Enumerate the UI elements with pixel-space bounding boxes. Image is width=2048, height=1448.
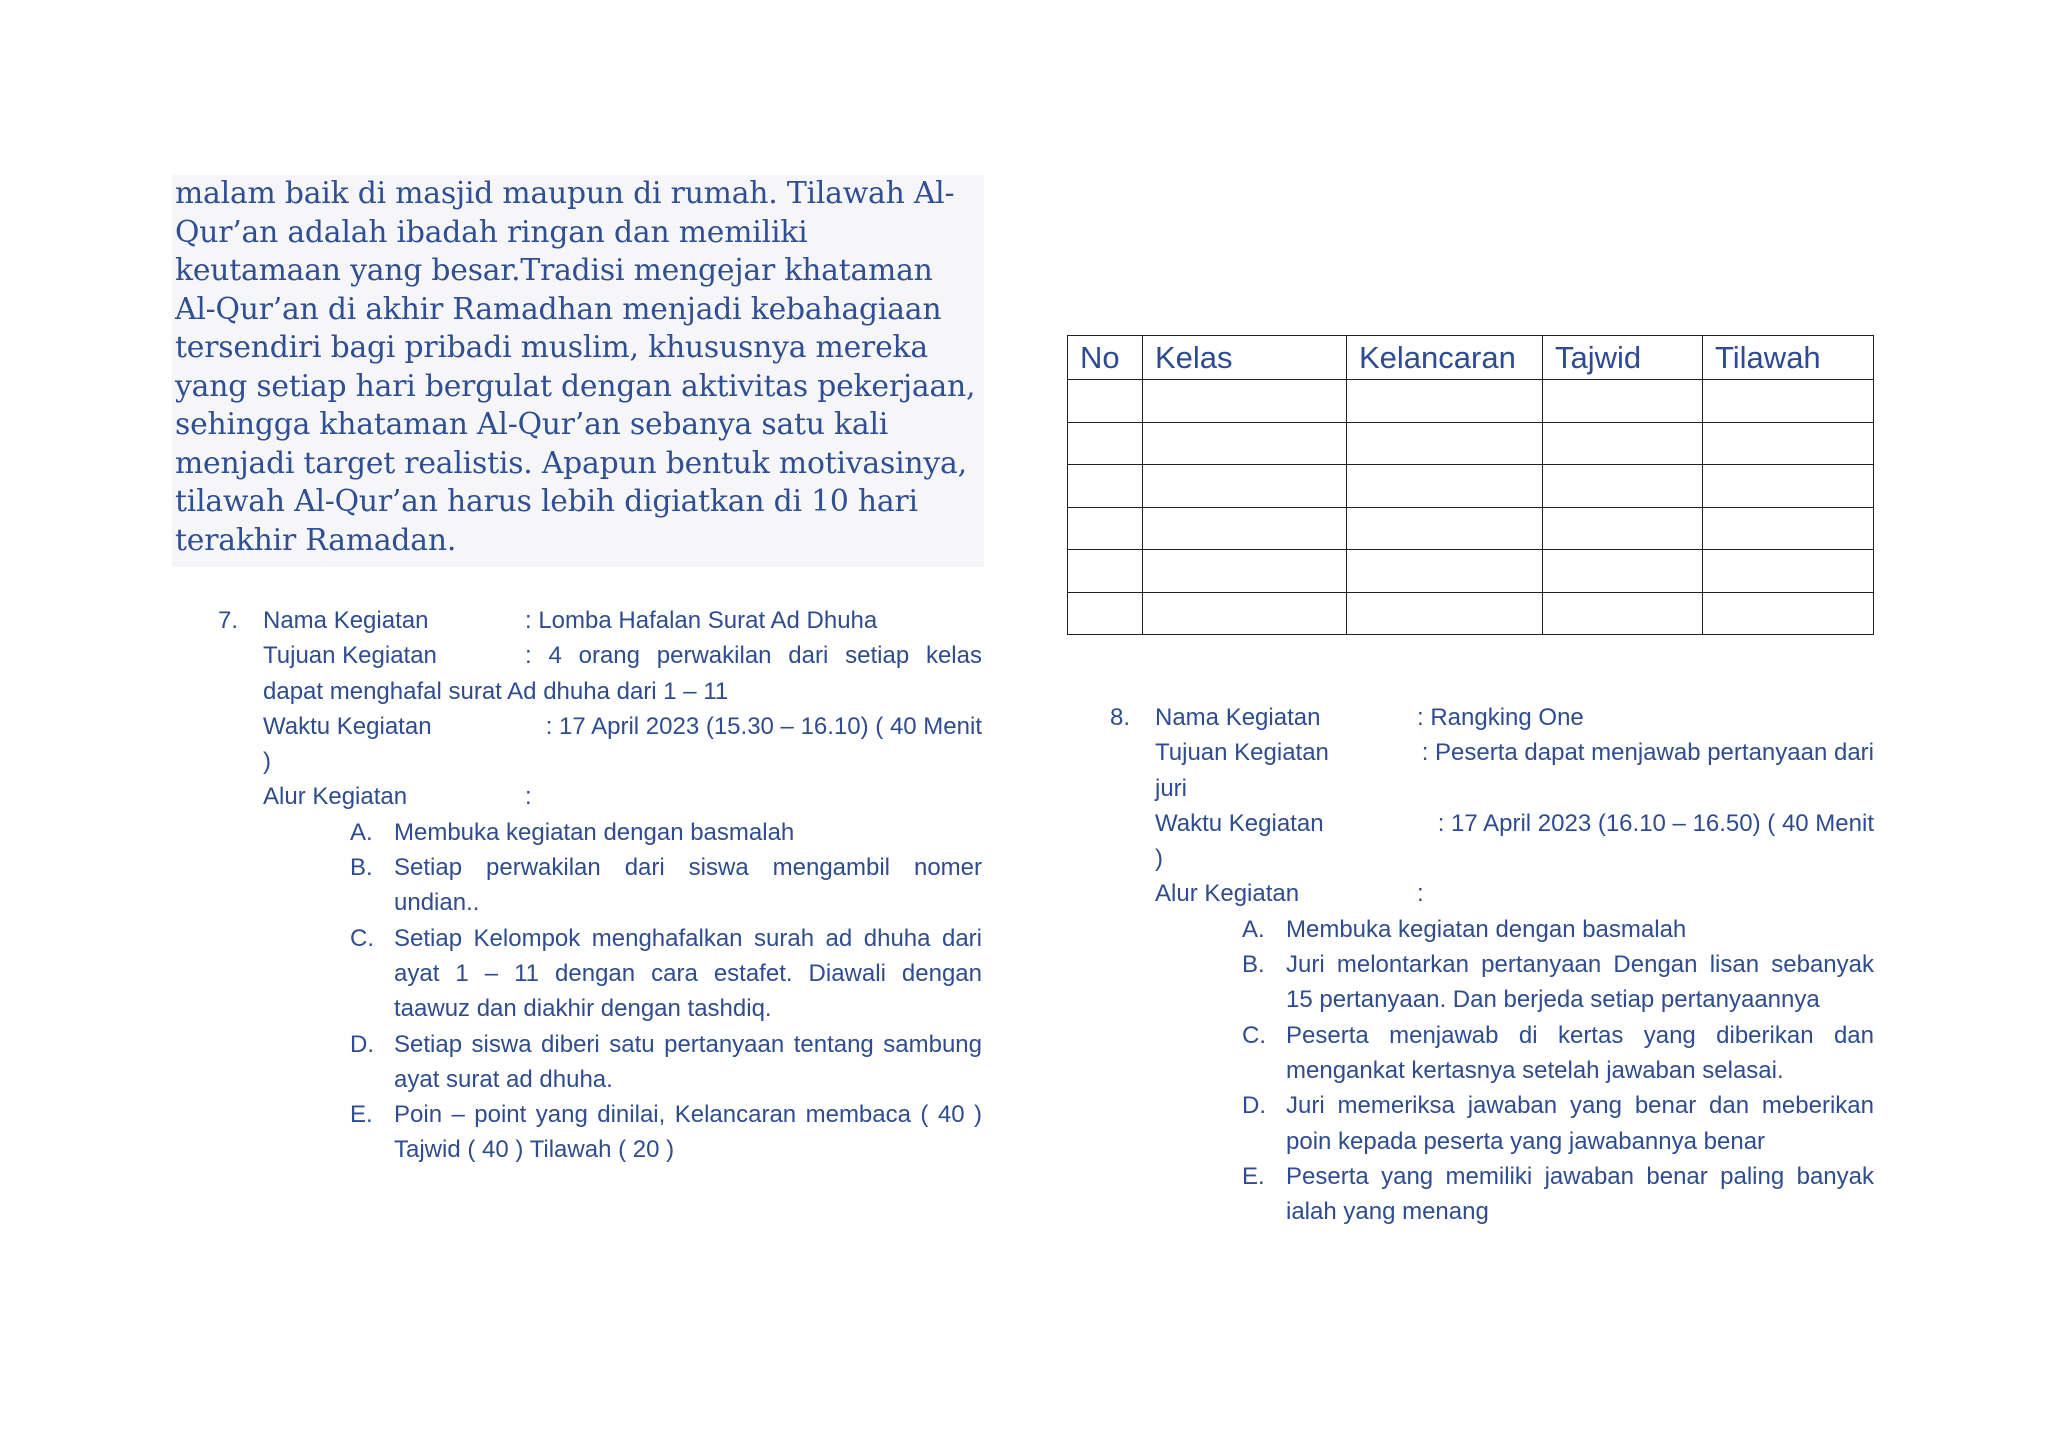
step-letter: C. bbox=[1242, 1021, 1266, 1049]
table-cell bbox=[1543, 507, 1703, 550]
table-cell bbox=[1143, 465, 1347, 508]
time-value: : 17 April 2023 (15.30 – 16.10) ( 40 Menit bbox=[545, 712, 982, 740]
table-cell bbox=[1143, 550, 1347, 593]
table-cell bbox=[1543, 422, 1703, 465]
time-continuation: ) bbox=[263, 748, 271, 776]
table-cell bbox=[1143, 507, 1347, 550]
step-letter: B. bbox=[350, 854, 373, 882]
header-tilawah: Tilawah bbox=[1703, 336, 1874, 380]
list-item bbox=[350, 850, 982, 921]
step-letter: D. bbox=[350, 1030, 374, 1058]
time-label: Waktu Kegiatan bbox=[263, 712, 432, 740]
step-letter: C. bbox=[350, 924, 374, 952]
step-text: Peserta yang memiliki jawaban benar paling banyak ialah yang menang bbox=[1286, 1162, 1874, 1226]
step-text: Membuka kegiatan dengan basmalah bbox=[394, 818, 795, 846]
activity-steps bbox=[350, 815, 982, 1168]
table-row bbox=[1068, 380, 1874, 423]
table-cell bbox=[1703, 465, 1874, 508]
header-tajwid: Tajwid bbox=[1543, 336, 1703, 380]
table-cell bbox=[1543, 550, 1703, 593]
goal-continuation: dapat menghafal surat Ad dhuha dari 1 – 11 bbox=[263, 677, 729, 705]
header-kelas: Kelas bbox=[1143, 336, 1347, 380]
table-cell bbox=[1543, 465, 1703, 508]
table-body bbox=[1068, 380, 1874, 635]
name-label: Nama Kegiatan bbox=[1155, 704, 1321, 731]
step-letter: E. bbox=[350, 1101, 373, 1129]
activity-8 bbox=[1110, 700, 1874, 1229]
activity-7 bbox=[218, 603, 982, 1168]
time-continuation: ) bbox=[1155, 845, 1163, 873]
goal-label: Tujuan Kegiatan bbox=[263, 642, 437, 670]
time-label: Waktu Kegiatan bbox=[1155, 809, 1324, 837]
name-value: : Lomba Hafalan Surat Ad Dhuha bbox=[525, 607, 878, 634]
list-item bbox=[350, 921, 982, 1027]
table-cell bbox=[1347, 380, 1543, 423]
step-letter: D. bbox=[1242, 1092, 1266, 1120]
table-cell bbox=[1143, 380, 1347, 423]
step-letter: E. bbox=[1242, 1162, 1265, 1190]
table-cell bbox=[1068, 592, 1143, 635]
step-text: Setiap Kelompok menghafalkan surah ad dhuha dari ayat 1 – 11 dengan cara estafet. Diawali dengan taawuz dan diakhir dengan tashdiq. bbox=[394, 924, 982, 1023]
table-cell bbox=[1347, 465, 1543, 508]
step-text: Setiap siswa diberi satu pertanyaan tentang sambung ayat surat ad dhuha. bbox=[394, 1030, 982, 1093]
list-item bbox=[350, 1027, 982, 1098]
table-cell bbox=[1347, 422, 1543, 465]
flow-label: Alur Kegiatan bbox=[1155, 880, 1300, 908]
name-value: : Rangking One bbox=[1417, 704, 1584, 731]
table-row bbox=[1068, 465, 1874, 508]
flow-value: : bbox=[1417, 880, 1424, 908]
list-item bbox=[1242, 947, 1874, 1018]
goal-continuation: juri bbox=[1155, 774, 1188, 802]
table-cell bbox=[1068, 380, 1143, 423]
list-item bbox=[350, 1097, 982, 1168]
flow-value: : bbox=[525, 783, 532, 811]
table-cell bbox=[1703, 592, 1874, 635]
table-cell bbox=[1347, 592, 1543, 635]
table-row bbox=[1068, 592, 1874, 635]
step-text: Juri melontarkan pertanyaan Dengan lisan sebanyak 15 pertanyaan. Dan berjeda setiap pertanyaannya bbox=[1286, 951, 1874, 1014]
list-item bbox=[1242, 912, 1874, 947]
table-cell bbox=[1347, 550, 1543, 593]
list-item bbox=[1242, 1088, 1874, 1159]
list-item bbox=[350, 815, 982, 850]
intro-paragraph: malam baik di masjid maupun di rumah. Tilawah Al-Qur’an adalah ibadah ringan dan memiliki keutamaan yang besar.Tradisi mengejar khataman Al-Qur’an di akhir Ramadhan menjadi kebahagiaan tersendiri bagi pribadi muslim, khususnya mereka yang setiap hari bergulat dengan aktivitas pekerjaan, sehingga khataman Al-Qur’an sebanya satu kali menjadi target realistis. Apapun bentuk motivasinya, tilawah Al-Qur’an harus lebih digiatkan di 10 hari terakhir Ramadan. bbox=[175, 176, 976, 558]
step-text: Membuka kegiatan dengan basmalah bbox=[1286, 915, 1687, 943]
table-cell bbox=[1068, 465, 1143, 508]
step-letter: A. bbox=[1242, 915, 1265, 943]
table-cell bbox=[1347, 507, 1543, 550]
table-cell bbox=[1703, 380, 1874, 423]
list-item bbox=[1242, 1018, 1874, 1089]
table-cell bbox=[1543, 380, 1703, 423]
table-header-row bbox=[1068, 336, 1874, 380]
table-row bbox=[1068, 422, 1874, 465]
intro-text-box bbox=[172, 175, 984, 567]
goal-label: Tujuan Kegiatan bbox=[1155, 739, 1329, 767]
activity-number: 8. bbox=[1110, 704, 1131, 731]
step-letter: A. bbox=[350, 818, 373, 846]
goal-value: : 4 orang perwakilan dari setiap kelas bbox=[525, 642, 982, 670]
table-cell bbox=[1703, 550, 1874, 593]
table-cell bbox=[1068, 507, 1143, 550]
score-table bbox=[1067, 335, 1874, 635]
table-cell bbox=[1543, 592, 1703, 635]
step-text: Setiap perwakilan dari siswa mengambil nomer undian.. bbox=[394, 854, 982, 917]
step-text: Juri memeriksa jawaban yang benar dan meberikan poin kepada peserta yang jawabannya benar bbox=[1286, 1092, 1874, 1155]
activity-number: 7. bbox=[218, 607, 239, 634]
header-no: No bbox=[1068, 336, 1143, 380]
table-row bbox=[1068, 550, 1874, 593]
step-text: Poin – point yang dinilai, Kelancaran membaca ( 40 ) Tajwid ( 40 ) Tilawah ( 20 ) bbox=[394, 1101, 982, 1164]
activity-steps bbox=[1242, 912, 1874, 1230]
table-cell bbox=[1143, 592, 1347, 635]
table-row bbox=[1068, 507, 1874, 550]
step-letter: B. bbox=[1242, 951, 1265, 979]
table-cell bbox=[1703, 507, 1874, 550]
flow-label: Alur Kegiatan bbox=[263, 783, 408, 811]
table-cell bbox=[1143, 422, 1347, 465]
list-item bbox=[1242, 1159, 1874, 1230]
time-value: : 17 April 2023 (16.10 – 16.50) ( 40 Menit bbox=[1437, 809, 1874, 837]
table-cell bbox=[1703, 422, 1874, 465]
table-cell bbox=[1068, 422, 1143, 465]
step-text: Peserta menjawab di kertas yang diberikan dan mengankat kertasnya setelah jawaban selasai. bbox=[1286, 1021, 1874, 1084]
goal-value: : Peserta dapat menjawab pertanyaan dari bbox=[1421, 739, 1874, 767]
name-label: Nama Kegiatan bbox=[263, 607, 429, 634]
table-cell bbox=[1068, 550, 1143, 593]
header-kelancaran: Kelancaran bbox=[1347, 336, 1543, 380]
